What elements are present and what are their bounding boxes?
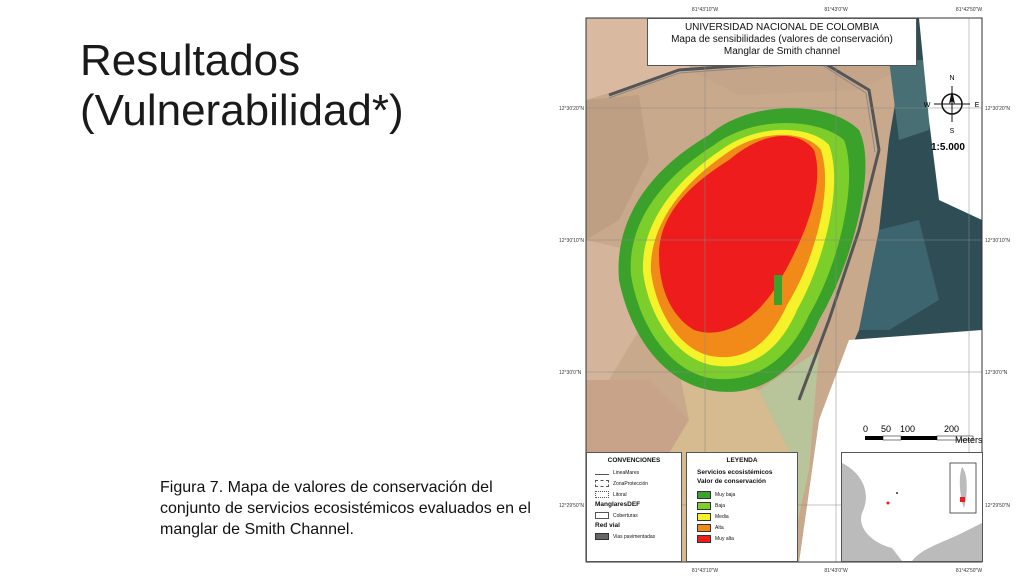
conv-item-label: LineaMares — [613, 469, 640, 476]
conv-item-label: Vias pavimentadas — [613, 533, 656, 540]
inset-landmass — [912, 523, 982, 561]
convenciones-title: CONVENCIONES — [607, 457, 661, 464]
location-inset-map — [841, 452, 983, 562]
slide-title — [80, 36, 404, 136]
tick-top-1: 81°43'10"W — [691, 7, 719, 13]
road-symbol-icon — [595, 533, 609, 540]
conv-item — [587, 478, 681, 489]
tick-left-4: 12°29'50"N — [559, 503, 585, 509]
west-label: W — [923, 102, 931, 109]
conv-item — [587, 510, 681, 521]
tick-right-1: 12°30'20"N — [985, 106, 1011, 112]
zone-muy-baja-strip — [774, 275, 782, 305]
legend-label: Muy alta — [715, 535, 734, 542]
tick-right-4: 12°29'50"N — [985, 503, 1011, 509]
legend-swatch — [697, 535, 711, 543]
scale-ratio: 1:5.000 — [931, 142, 965, 153]
map-title-line1: UNIVERSIDAD NACIONAL DE COLOMBIA — [684, 22, 880, 33]
map-title-line2: Mapa de sensibilidades (valores de conservación) — [671, 34, 893, 45]
south-label: S — [949, 128, 955, 135]
scale-label-50: 50 — [881, 424, 892, 434]
legend-item — [687, 500, 797, 511]
legend-item — [687, 511, 797, 522]
legend-swatch — [697, 524, 711, 532]
inset-location-point — [887, 502, 890, 505]
leyenda-subtitle2: Valor de conservación — [697, 478, 767, 485]
figure-caption: Figura 7. Mapa de valores de conservación del conjunto de servicios ecosistémicos evaluados en el manglar de Smith Channel. — [160, 479, 531, 538]
tick-right-2: 12°30'10"N — [985, 238, 1011, 244]
convenciones-box — [586, 452, 682, 562]
dotted-box-icon — [595, 491, 609, 498]
map-title-box — [647, 18, 917, 66]
tick-top-3: 81°42'50"W — [955, 7, 983, 13]
tick-bottom-3: 81°42'50"W — [955, 568, 983, 574]
slide-title-line1: Resultados — [80, 36, 301, 85]
scale-label-200: 200 — [944, 424, 960, 434]
tick-bottom-2: 81°43'0"W — [824, 568, 848, 574]
legend-item — [687, 522, 797, 533]
manglares-title: ManglaresDEF — [595, 501, 641, 508]
conv-item-label: Litoral — [613, 491, 627, 498]
legend-label: Media — [715, 513, 729, 520]
map-title-line3: Manglar de Smith channel — [723, 46, 841, 57]
slide-title-line2: (Vulnerabilidad*) — [80, 86, 404, 135]
inset-landmass — [842, 463, 902, 561]
legend-swatch — [697, 502, 711, 510]
conv-item — [587, 489, 681, 500]
tick-right-3: 12°30'0"N — [985, 370, 1008, 376]
conv-item — [587, 531, 681, 542]
scale-labels — [859, 424, 1009, 450]
tick-left-2: 12°30'10"N — [559, 238, 585, 244]
scale-label-0: 0 — [863, 424, 869, 434]
map-figure — [559, 0, 1011, 576]
tick-bottom-1: 81°43'10"W — [691, 568, 719, 574]
leyenda-box — [686, 452, 798, 562]
dashed-box-icon — [595, 480, 609, 487]
legend-item — [687, 533, 797, 544]
legend-item — [687, 489, 797, 500]
leyenda-subtitle1: Servicios ecosistémicos — [697, 469, 773, 476]
legend-label: Baja — [715, 502, 726, 509]
conv-item-label: Coberturas — [613, 512, 638, 519]
legend-label: Alta — [715, 524, 724, 531]
tick-top-2: 81°43'0"W — [824, 7, 848, 13]
tick-left-3: 12°30'0"N — [559, 370, 582, 376]
inset-point — [896, 492, 898, 494]
leyenda-title: LEYENDA — [726, 457, 758, 464]
legend-swatch — [697, 513, 711, 521]
north-label: N — [949, 75, 955, 82]
coberturas-symbol-icon — [595, 512, 609, 519]
east-label: E — [974, 102, 980, 109]
conv-item-label: ZonaProtección — [613, 480, 649, 487]
conv-item — [587, 467, 681, 478]
tick-left-1: 12°30'20"N — [559, 106, 585, 112]
line-symbol-icon — [595, 471, 609, 475]
legend-label: Muy baja — [715, 491, 736, 498]
red-vial-title: Red vial — [595, 522, 620, 529]
scale-label-100: 100 — [900, 424, 916, 434]
scale-unit: Meters — [955, 435, 983, 445]
inset-location-marker — [960, 497, 965, 502]
legend-swatch — [697, 491, 711, 499]
inset-canvas — [842, 453, 982, 561]
